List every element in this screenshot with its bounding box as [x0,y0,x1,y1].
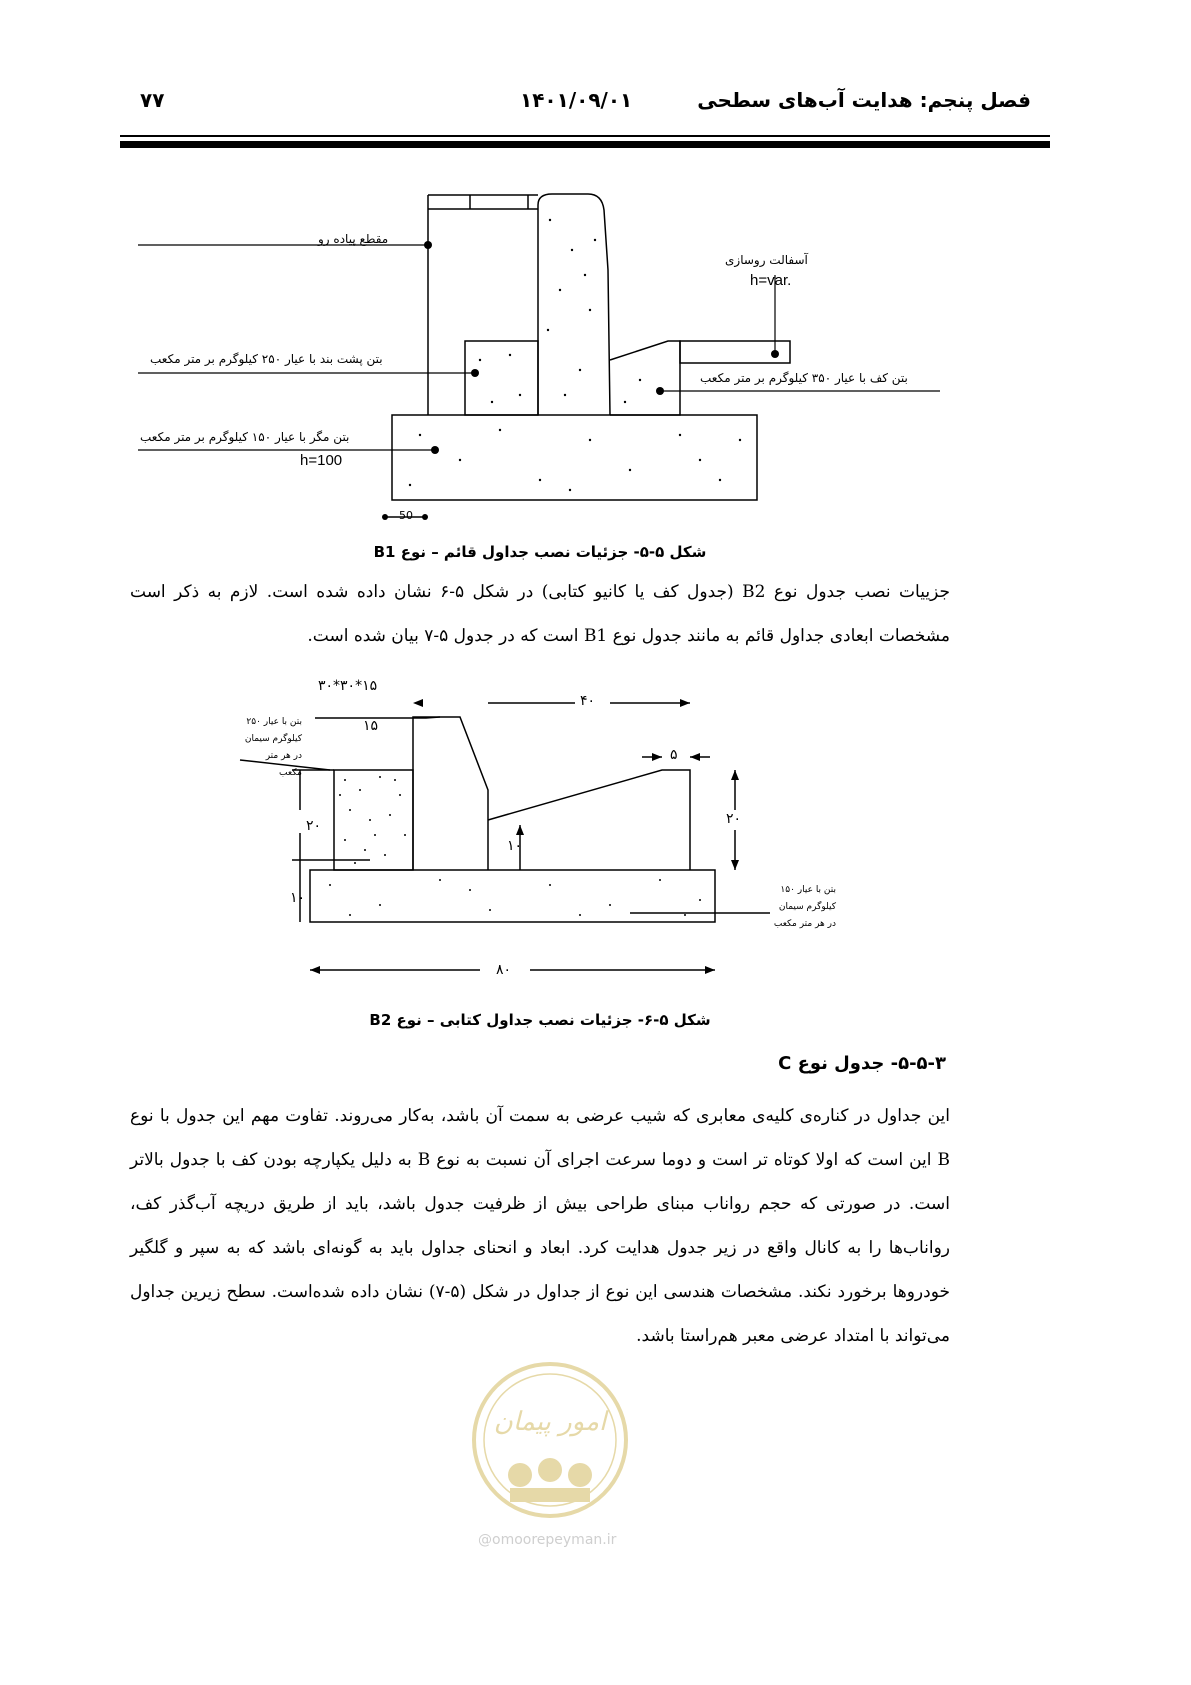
dim-15: ۱۵ [363,718,379,734]
label-lean-concrete: بتن مگر با عیار ۱۵۰ کیلوگرم بر متر مکعب [140,430,350,444]
figure-b2-drawing [230,665,850,995]
dim-20-right: ۲۰ [726,811,742,827]
dim-20-left: ۲۰ [306,818,322,834]
label-sidewalk: مقطع پیاده رو [318,232,389,246]
label-h100: h=100 [300,452,343,469]
label-right-concrete: بتن با عیار ۱۵۰ کیلوگرم سیمان در هر متر مکعب [773,885,836,929]
dim-5: ۵ [670,747,678,763]
figure2-caption: شکل ۵-۶- جزئیات نصب جداول کتابی – نوع B2 [369,1011,711,1029]
concrete-stipple [409,219,741,491]
section-heading: ۵-۵-۳- جدول نوع C [778,1053,946,1074]
watermark-url: @omoorepeyman.ir [478,1532,617,1548]
figure1-caption: شکل ۵-۵- جزئیات نصب جداول قائم – نوع B1 [373,543,707,561]
watermark-logo [470,1360,630,1520]
watermark-logo-text: امور پیمان [493,1407,607,1437]
chapter-title: فصل پنجم: هدایت آب‌های سطحی [697,88,1031,112]
paragraph-type-c: این جداول در کناره‌ی کلیه‌ی معابری که شیب عرضی به سمت آن باشد، به‌کار می‌روند. تفاوت مهم این جدول با نوع B این است که اولا کوتاه تر است و دوما سرعت اجرای آن نسبت به نوع B به دلیل یکپارچه بودن کف با جدول بالاتر است. در صورتی که حجم رواناب مبنای طراحی بیش از ظرفیت جدول باشد، باید از طریق دریچه آب‌گذر کف، رواناب‌ها را به کانال واقع در زیر جدول هدایت کرد. ابعاد و انحنای جداول باید به گونه‌ای باشد که به سپر و گلگیر خودروها برخورد نکند. مشخصات هندسی این نوع از جداول در شکل (۵-۷) نشان داده شده‌است. سطح زیرین جداول می‌تواند با امتداد عرضی معبر هم‌راستا باشد. [130,1106,950,1346]
header-rule-thick [120,141,1050,148]
label-hvar: h=var. [750,272,792,289]
dim-10-mid: ۱۰ [507,838,523,854]
label-floor-concrete: بتن کف با عیار ۳۵۰ کیلوگرم بر متر مکعب [700,371,908,385]
header-date: ۱۴۰۱/۰۹/۰۱ [520,88,633,112]
header-rule-thin [120,135,1050,137]
paragraph-b2-details: جزییات نصب جدول نوع B2 (جدول کف یا کانیو کتابی) در شکل ۵-۶ نشان داده شده است. لازم به ذکر است مشخصات ابعادی جداول قائم به مانند جدول نوع B1 است که در جدول ۵-۷ بیان شده است. [130,582,950,646]
dim-40: ۴۰ [580,693,596,709]
label-left-concrete: بتن با عیار ۲۵۰ کیلوگرم سیمان در هر متر مکعب [244,717,302,778]
dim-top: ۳۰*۳۰*۱۵ [318,678,378,694]
label-backing-concrete: بتن پشت بند با عیار ۲۵۰ کیلوگرم بر متر مکعب [150,352,383,366]
dim-80: ۸۰ [496,962,512,978]
page-number: ۷۷ [140,88,165,112]
scale-label: 50 [399,509,413,522]
label-asphalt: آسفالت روسازی [725,253,808,267]
dim-10-left: ۱۰ [290,890,306,906]
